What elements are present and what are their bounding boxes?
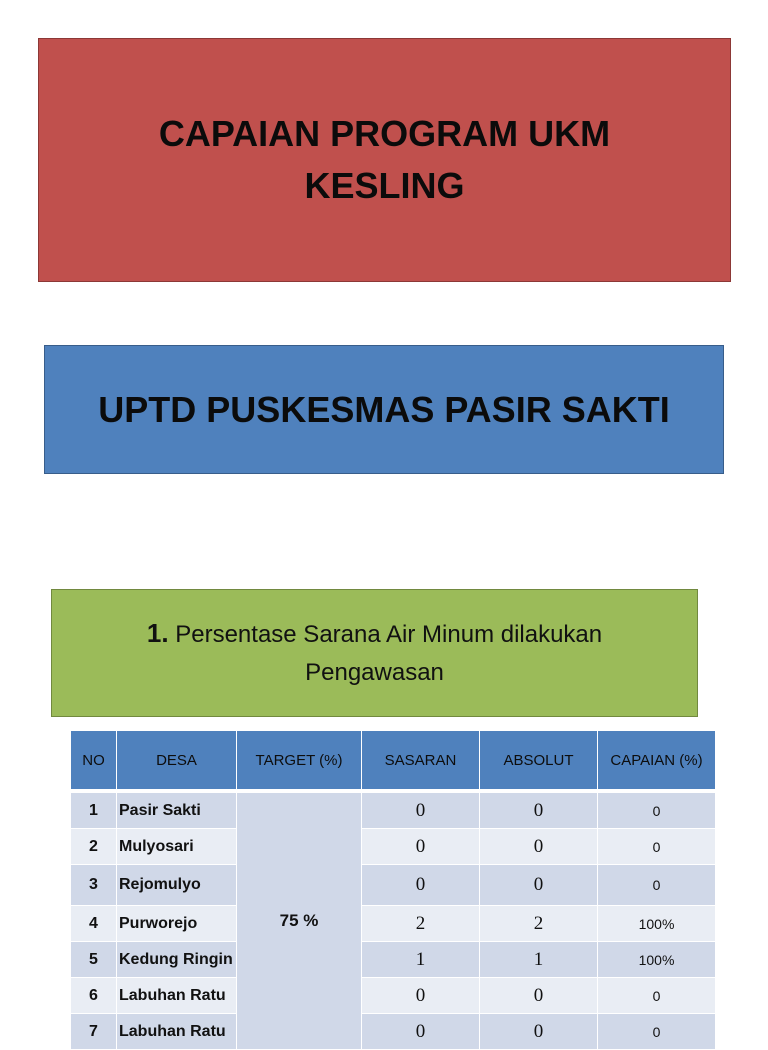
section-heading-box [51, 589, 698, 717]
cell-absolut: 0 [480, 978, 598, 1014]
cell-sasaran: 0 [362, 829, 480, 865]
cell-capaian: 0 [598, 1014, 716, 1050]
cell-sasaran: 1 [362, 942, 480, 978]
subtitle-text: UPTD PUSKESMAS PASIR SAKTI [98, 388, 670, 430]
table-row [71, 865, 716, 906]
cell-absolut: 0 [480, 793, 598, 829]
table-row [71, 978, 716, 1014]
cell-desa: Labuhan Ratu [117, 1014, 237, 1050]
cell-sasaran: 2 [362, 906, 480, 942]
table-row [71, 829, 716, 865]
cell-no: 5 [71, 942, 117, 978]
cell-desa: Rejomulyo [117, 865, 237, 906]
subtitle-banner [44, 345, 724, 474]
section-title-line-1: Persentase Sarana Air Minum dilakukan [175, 621, 603, 648]
cell-target: 75 % [237, 793, 362, 1050]
header-absolut: ABSOLUT [480, 731, 598, 790]
header-no: NO [71, 731, 117, 790]
data-table [70, 730, 716, 1050]
cell-absolut: 0 [480, 865, 598, 906]
table-row [71, 906, 716, 942]
cell-sasaran: 0 [362, 865, 480, 906]
cell-desa: Kedung Ringin [117, 942, 237, 978]
cell-capaian: 0 [598, 793, 716, 829]
cell-capaian: 100% [598, 906, 716, 942]
cell-sasaran: 0 [362, 1014, 480, 1050]
cell-no: 7 [71, 1014, 117, 1050]
cell-capaian: 0 [598, 978, 716, 1014]
cell-sasaran: 0 [362, 978, 480, 1014]
title-line-2: KESLING [304, 165, 465, 206]
cell-desa: Labuhan Ratu [117, 978, 237, 1014]
cell-capaian: 0 [598, 865, 716, 906]
section-title-line-2: Pengawasan [305, 659, 444, 686]
table-header-row [71, 731, 716, 790]
title-banner [38, 38, 731, 282]
cell-no: 6 [71, 978, 117, 1014]
cell-absolut: 2 [480, 906, 598, 942]
header-desa: DESA [117, 731, 237, 790]
cell-no: 3 [71, 865, 117, 906]
title-line-1: CAPAIAN PROGRAM UKM [158, 113, 611, 154]
cell-capaian: 0 [598, 829, 716, 865]
cell-absolut: 0 [480, 829, 598, 865]
cell-absolut: 1 [480, 942, 598, 978]
table-row [71, 942, 716, 978]
header-target: TARGET (%) [237, 731, 362, 790]
cell-absolut: 0 [480, 1014, 598, 1050]
cell-desa: Purworejo [117, 906, 237, 942]
header-capaian: CAPAIAN (%) [598, 731, 716, 790]
cell-no: 1 [71, 793, 117, 829]
cell-desa: Mulyosari [117, 829, 237, 865]
cell-capaian: 100% [598, 942, 716, 978]
header-sasaran: SASARAN [362, 731, 480, 790]
cell-sasaran: 0 [362, 793, 480, 829]
section-number: 1. [146, 618, 169, 648]
cell-no: 2 [71, 829, 117, 865]
table-row [71, 1014, 716, 1050]
cell-no: 4 [71, 906, 117, 942]
table-row [71, 793, 716, 829]
cell-desa: Pasir Sakti [117, 793, 237, 829]
